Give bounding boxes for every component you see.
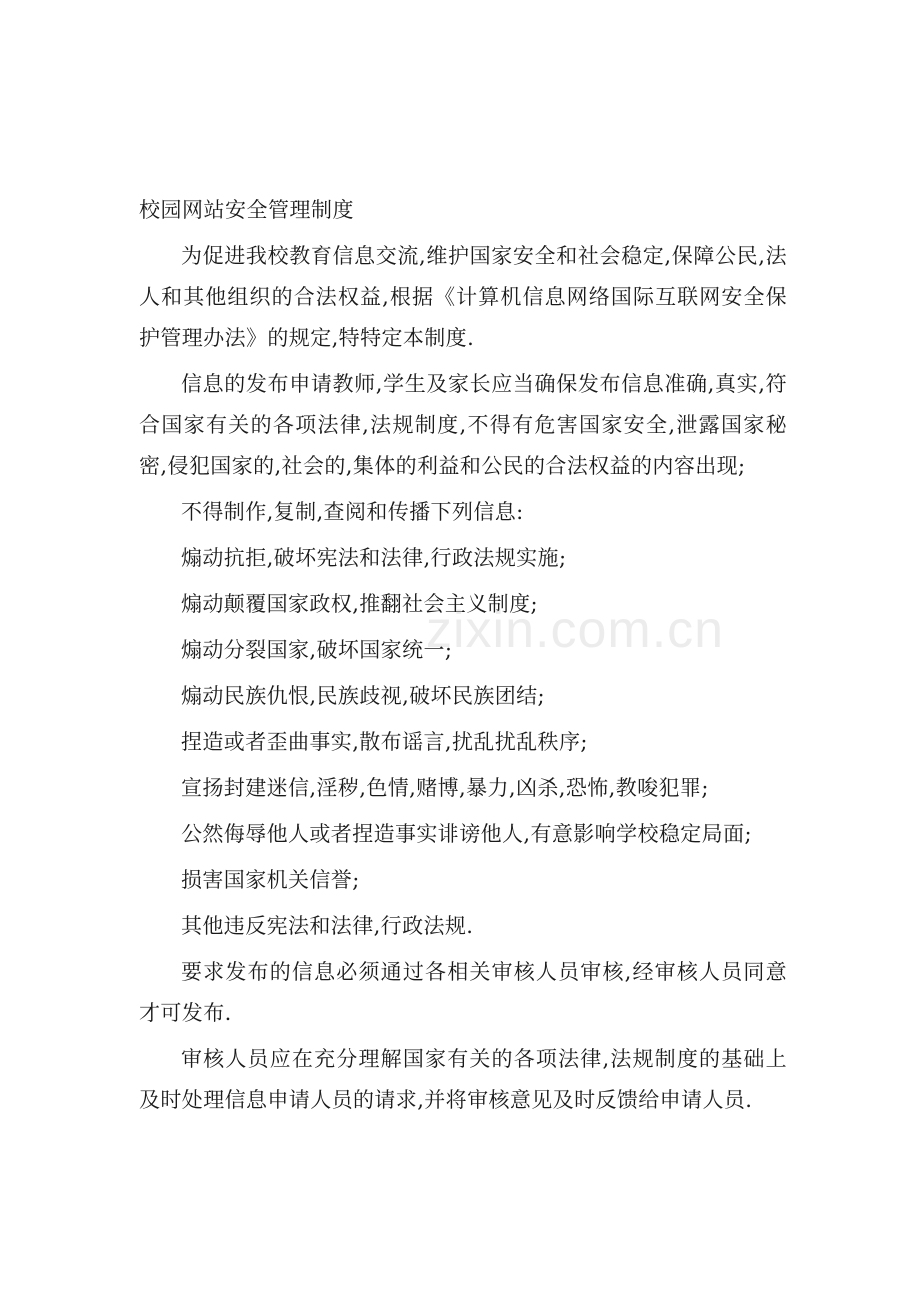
- paragraph-review-requirement: 要求发布的信息必须通过各相关审核人员审核,经审核人员同意才可发布.: [139, 960, 787, 1025]
- list-item: 宣扬封建迷信,淫秽,色情,赌博,暴力,凶杀,恐怖,教唆犯罪;: [181, 776, 709, 800]
- document-body: [139, 190, 787, 1126]
- paragraph-intro: 为促进我校教育信息交流,维护国家安全和社会稳定,保障公民,法人和其他组织的合法权益,根据《计算机信息网络国际互联网安全保护管理办法》的规定,特特定本制度.: [139, 244, 787, 350]
- paragraph-reviewer-duty: 审核人员应在充分理解国家有关的各项法律,法规制度的基础上及时处理信息申请人员的请求,并将审核意见及时反馈给申请人员.: [139, 1047, 787, 1112]
- list-item: 其他违反宪法和法律,行政法规.: [181, 914, 474, 938]
- document-title: 校园网站安全管理制度: [139, 198, 354, 222]
- list-item: 煽动颠覆国家政权,推翻社会主义制度;: [181, 592, 538, 616]
- list-item: 公然侮辱他人或者捏造事实诽谤他人,有意影响学校稳定局面;: [181, 822, 752, 846]
- list-item: 损害国家机关信誉;: [181, 868, 360, 892]
- list-item: 捏造或者歪曲事实,散布谣言,扰乱扰乱秩序;: [181, 730, 588, 754]
- list-item: 煽动民族仇恨,民族歧视,破坏民族团结;: [181, 684, 546, 708]
- paragraph-prohibited-lead: 不得制作,复制,查阅和传播下列信息:: [181, 500, 524, 524]
- list-item: 煽动抗拒,破坏宪法和法律,行政法规实施;: [181, 546, 567, 570]
- paragraph-requirements: 信息的发布申请教师,学生及家长应当确保发布信息准确,真实,符合国家有关的各项法律,法规制度,不得有危害国家安全,泄露国家秘密,侵犯国家的,社会的,集体的利益和公民的合法权益的内容出现;: [139, 372, 787, 478]
- list-item: 煽动分裂国家,破坏国家统一;: [181, 638, 453, 662]
- watermark-text: zixin.com.cn: [426, 601, 725, 659]
